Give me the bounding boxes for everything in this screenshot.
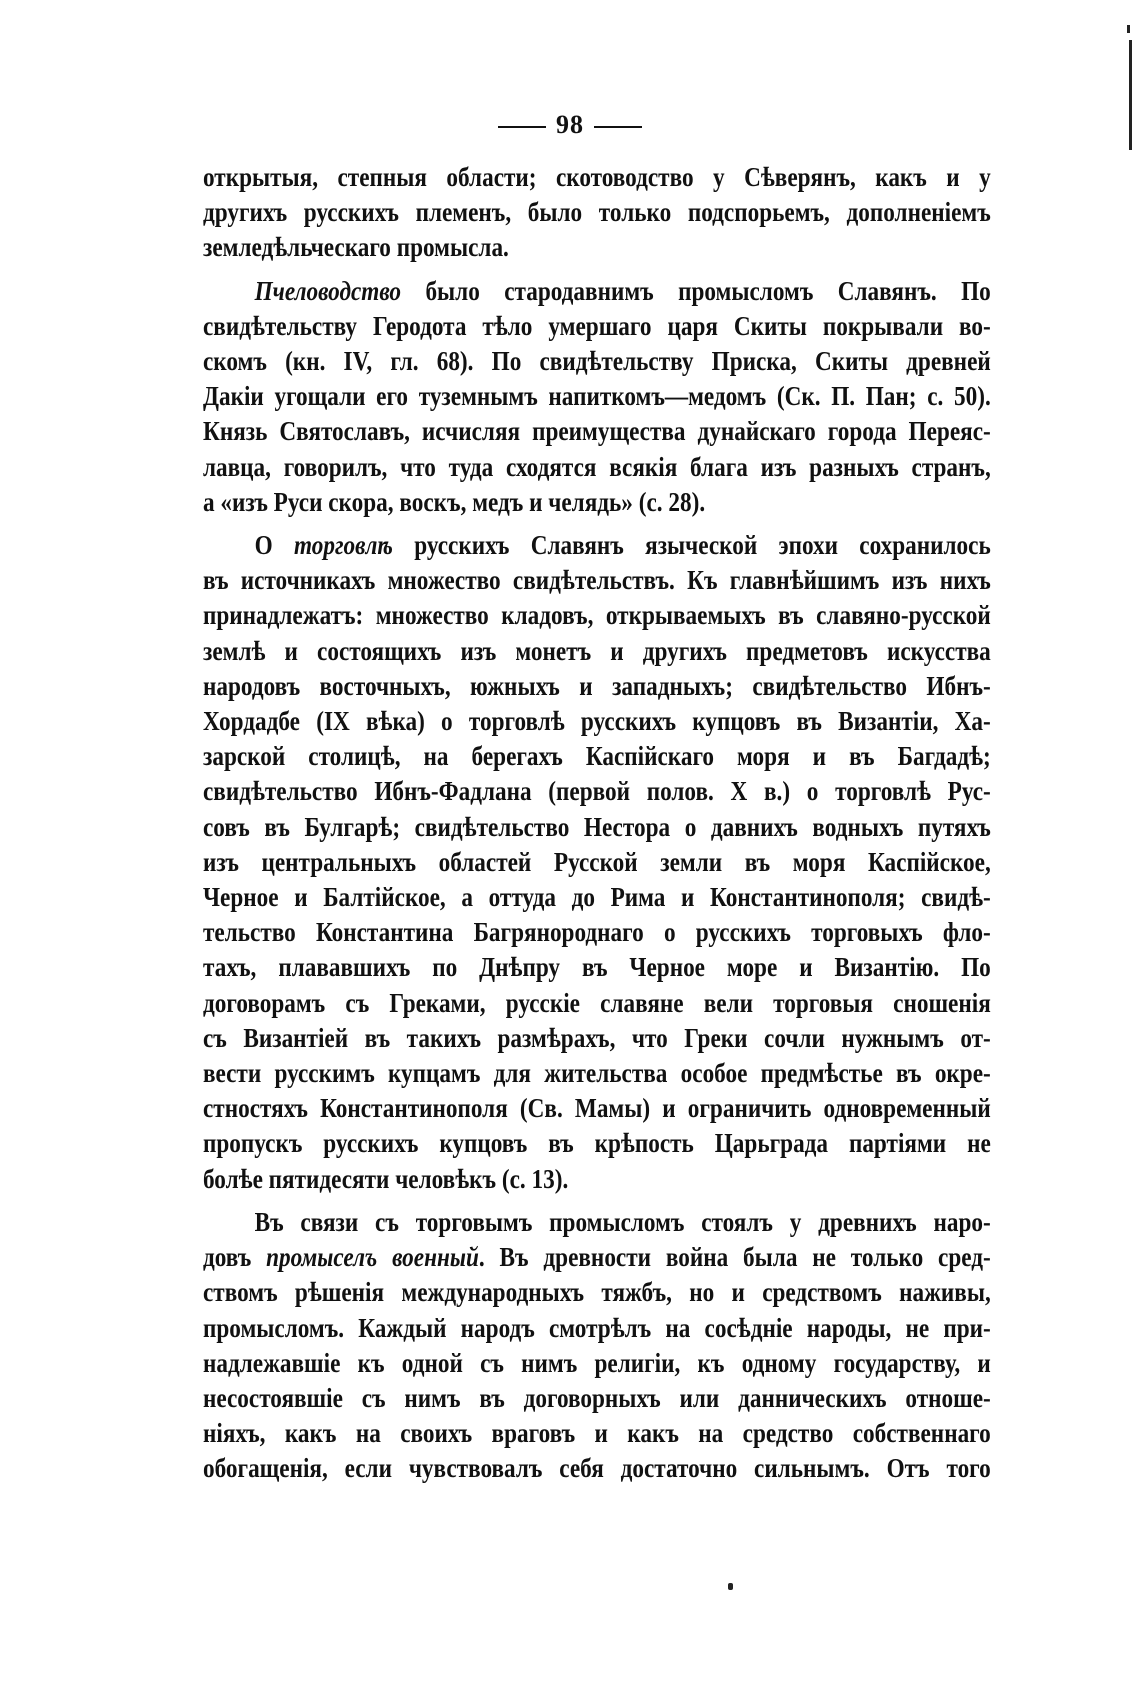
text-line: пропускъ русскихъ купцовъ въ крѣпость Царьграда партіями не [203, 1128, 991, 1159]
text-line: съ Византіей въ такихъ размѣрахъ, что Греки сочли нужнымъ от- [203, 1022, 991, 1053]
text-line: промысломъ. Каждый народъ смотрѣлъ на сосѣдніе народы, не при- [203, 1312, 991, 1343]
text-fragment: О [254, 530, 294, 561]
text-fragment: русскихъ Славянъ языческой эпохи сохранилось [392, 530, 991, 561]
text-line: болѣе пятидесяти человѣкъ (с. 13). [203, 1163, 569, 1194]
text-line: Въ связи съ торговымъ промысломъ стоялъ у древнихъ наро- [254, 1206, 991, 1237]
header-dash-left [498, 126, 546, 128]
emphasis-term: Пчеловодство [254, 275, 402, 306]
paragraph-1 [203, 160, 991, 266]
text-line: въ источникахъ множество свидѣтельствъ. Къ главнѣйшимъ изъ нихъ [203, 565, 991, 596]
text-line: другихъ русскихъ племенъ, было только подспорьемъ, дополненіемъ [203, 197, 991, 228]
text-line: народовъ восточныхъ, южныхъ и западныхъ; свидѣтельство Ибнъ- [203, 670, 991, 701]
text-line: изъ центральныхъ областей Русской земли въ моря Каспійское, [203, 846, 991, 877]
text-line: вести русскимъ купцамъ для жительства особое предмѣстье въ окре- [203, 1058, 991, 1089]
emphasis-term: промыселъ военный [266, 1242, 479, 1273]
emphasis-term: торговлѣ [293, 530, 393, 561]
page-header [0, 110, 1140, 140]
paragraph-4 [203, 1205, 991, 1487]
text-line: ніяхъ, какъ на своихъ враговъ и какъ на средство собственнаго [203, 1418, 991, 1449]
text-line: принадлежатъ: множество кладовъ, открываемыхъ въ славяно-русской [203, 600, 991, 631]
text-line: договорамъ съ Греками, русскіе славяне вели торговыя сношенія [203, 987, 991, 1018]
text-line: земледѣльческаго промысла. [203, 232, 509, 263]
text-line: Князь Святославъ, исчисляя преимущества дунайскаго города Переяс- [203, 416, 991, 447]
text-line: скомъ (кн. IV, гл. 68). По свидѣтельству Приска, Скиты древней [203, 346, 991, 377]
paragraph-3 [203, 528, 991, 1197]
text-line: надлежавшіе къ одной съ нимъ религіи, къ одному государству, и [203, 1347, 991, 1378]
text-line: обогащенія, если чувствовалъ себя достаточно сильнымъ. Отъ того [203, 1453, 991, 1484]
text-line [203, 274, 991, 309]
text-line: землѣ и состоящихъ изъ монетъ и другихъ предметовъ искусства [203, 635, 991, 666]
header-dash-right [594, 126, 642, 128]
text-line [203, 1240, 991, 1275]
text-line: свидѣтельство Ибнъ-Фадлана (первой полов. X в.) о торговлѣ Рус- [203, 776, 991, 807]
text-line: ствомъ рѣшенія международныхъ тяжбъ, но и средствомъ наживы, [203, 1277, 991, 1308]
text-line: несостоявшіе съ нимъ въ договорныхъ или данническихъ отноше- [203, 1382, 991, 1413]
text-fragment: довъ [203, 1242, 267, 1273]
text-line: тельство Константина Багрянороднаго о русскихъ торговыхъ фло- [203, 917, 991, 948]
text-line: лавца, говорилъ, что туда сходятся всякія блага изъ разныхъ странъ, [203, 451, 991, 482]
text-fragment: . Въ древности война была не только сред- [478, 1242, 991, 1273]
paragraph-2 [203, 274, 991, 520]
stray-ink-dot [728, 1583, 733, 1590]
text-line: Хордадбе (IX вѣка) о торговлѣ русскихъ купцовъ въ Византіи, Ха- [203, 706, 991, 737]
text-line: Черное и Балтійское, а оттуда до Рима и Константинополя; свидѣ- [203, 882, 991, 913]
text-line: Дакіи угощали его туземнымъ напиткомъ—медомъ (Ск. П. Пан; с. 50). [203, 381, 991, 412]
text-line: совъ въ Булгарѣ; свидѣтельство Нестора о давнихъ водныхъ путяхъ [203, 811, 991, 842]
text-line: зарской столицѣ, на берегахъ Каспійскаго моря и въ Багдадѣ; [203, 741, 991, 772]
text-line: а «изъ Руси скора, воскъ, медъ и челядь» (с. 28). [203, 486, 706, 517]
body-text [203, 160, 991, 1487]
text-line: открытыя, степныя области; скотоводство у Сѣверянъ, какъ и у [203, 162, 991, 192]
text-line [203, 528, 991, 563]
text-fragment: было стародавнимъ промысломъ Славянъ. По [401, 275, 991, 306]
text-line: тахъ, плававшихъ по Днѣпру въ Черное море и Византію. По [203, 952, 991, 983]
text-line: стностяхъ Константинополя (Св. Мамы) и ограничить одновременный [203, 1093, 991, 1124]
margin-mark-dot [1127, 25, 1130, 33]
text-line: свидѣтельству Геродота тѣло умершаго царя Скиты покрывали во- [203, 310, 991, 341]
page-number: 98 [556, 110, 584, 139]
